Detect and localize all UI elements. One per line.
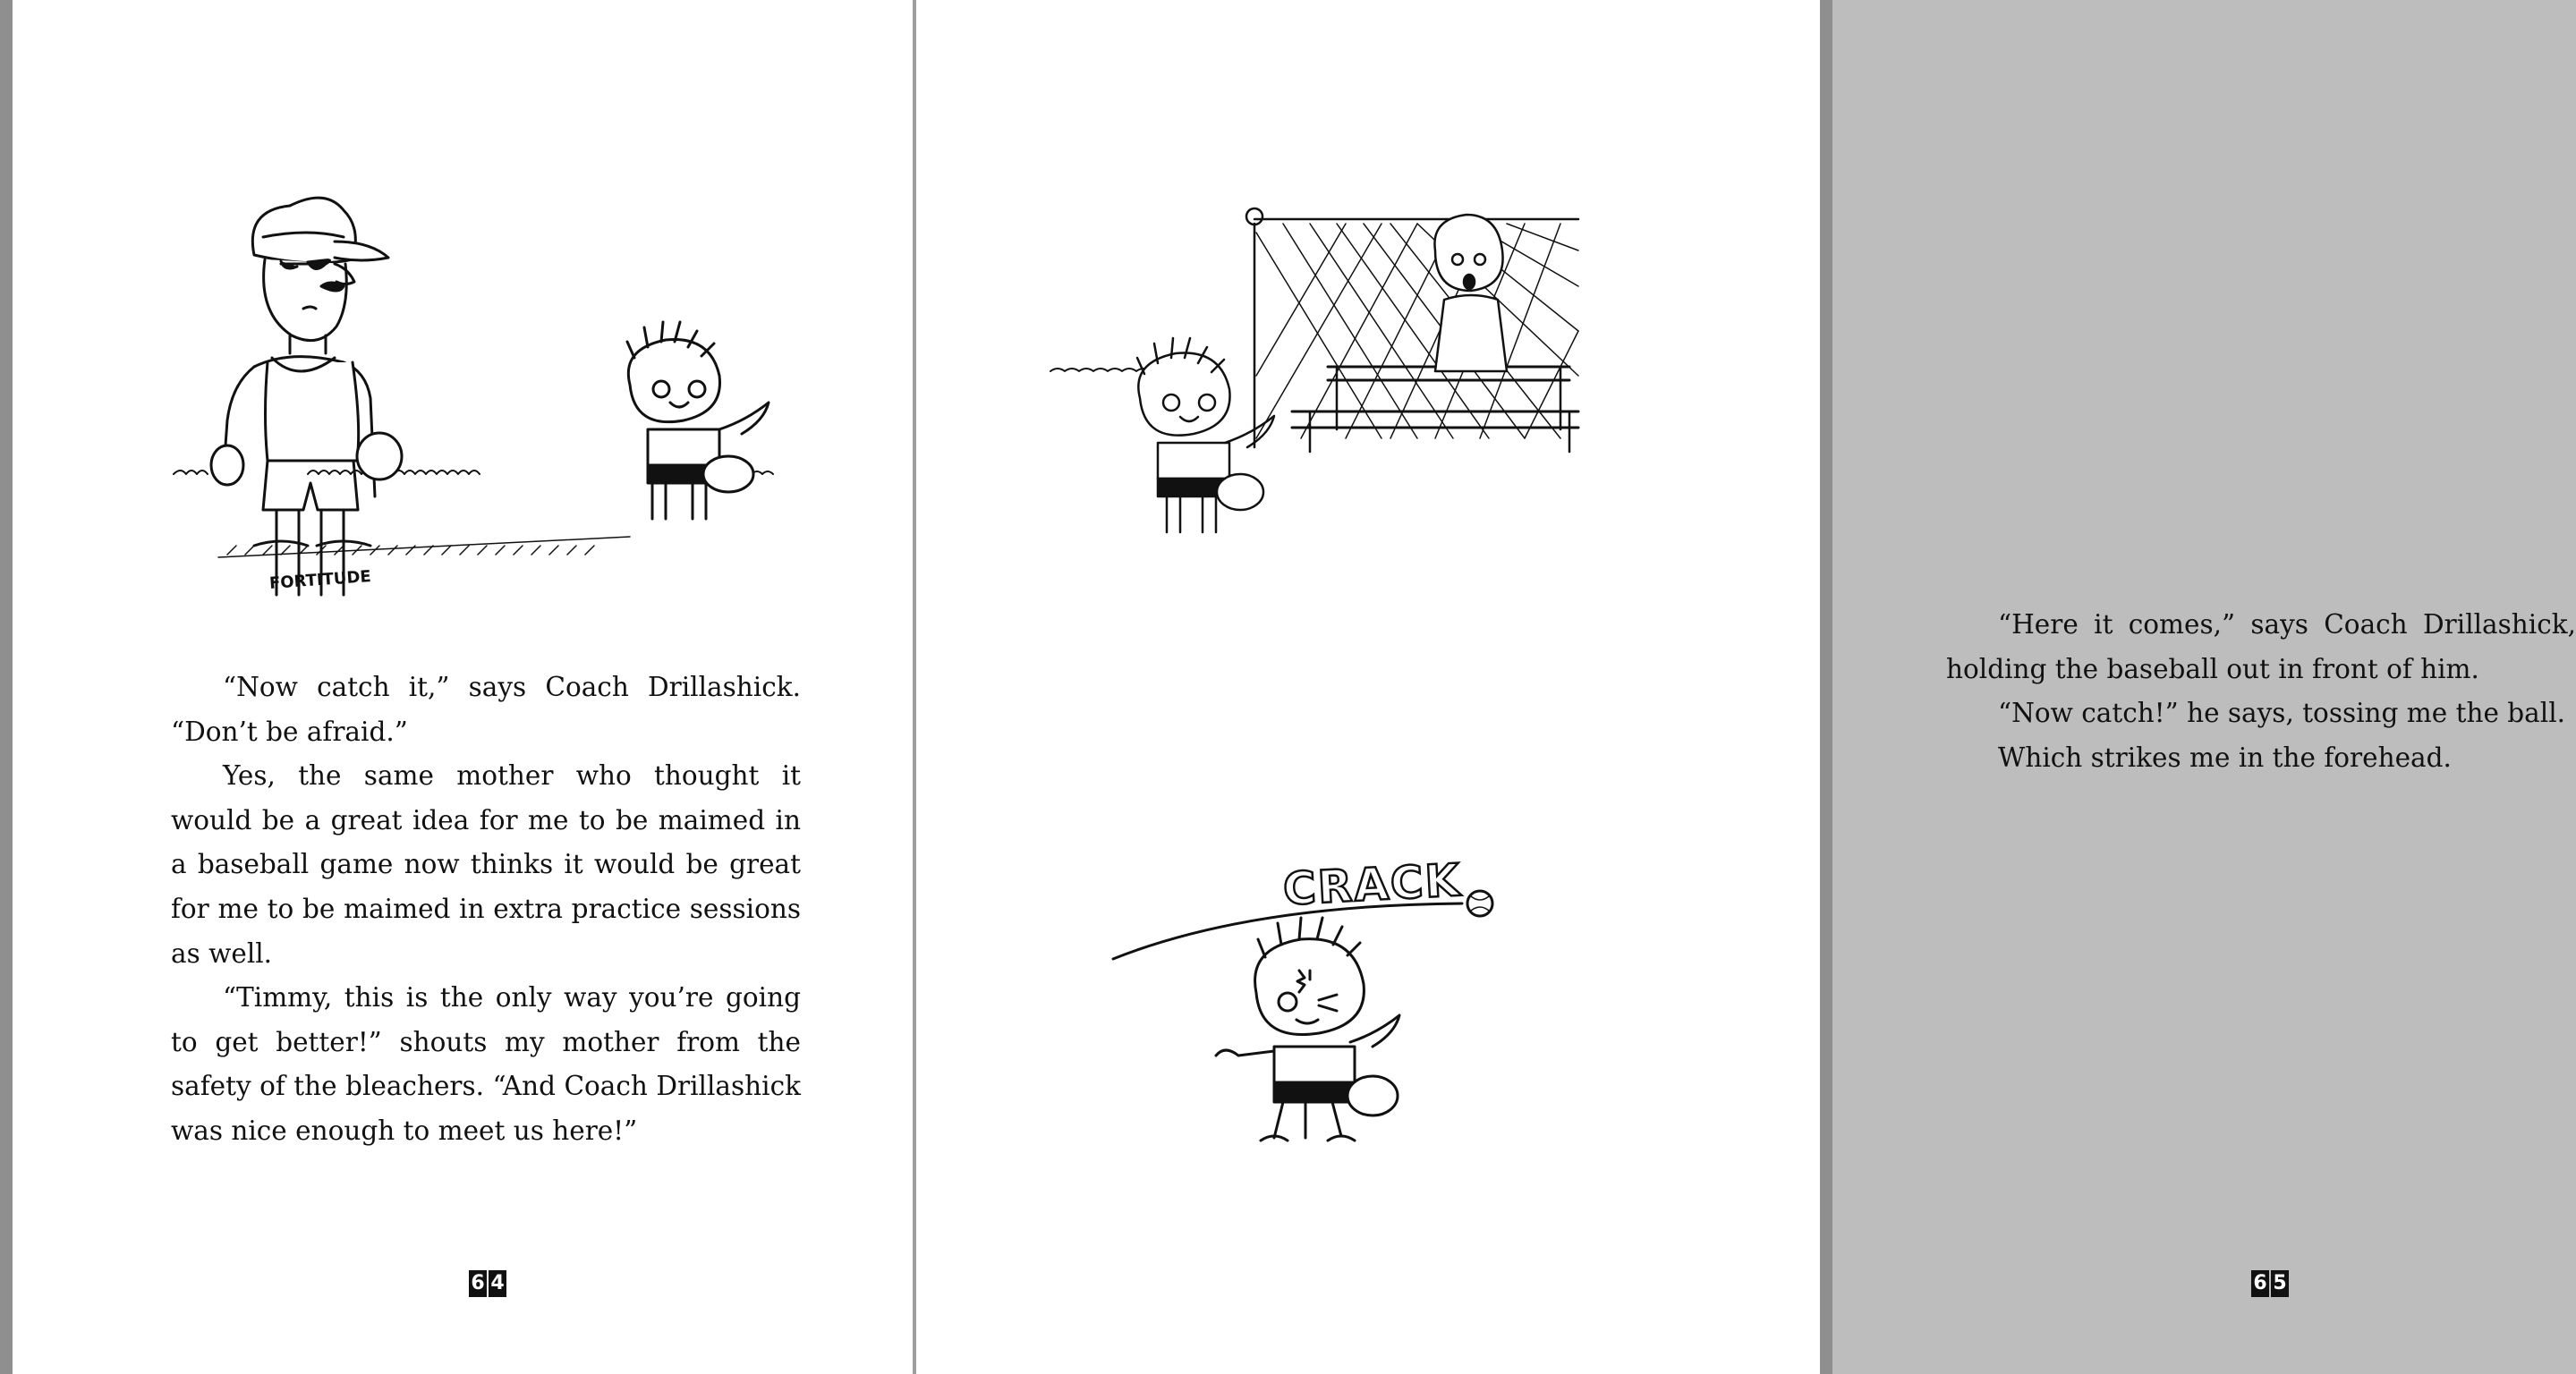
shirt-label: FORTITUDE	[268, 567, 372, 593]
left-page-text	[171, 666, 801, 1154]
paragraph: “Here it comes,” says Coach Drillashick, holding the baseball out in front of him.	[1946, 609, 2576, 684]
left-edge-shadow	[0, 0, 13, 1374]
page-number-digit: 6	[2251, 1270, 2269, 1297]
paragraph: “Timmy, this is the only way you’re going to get better!” shouts my mother from the safety of the bleachers. “And Coach Drillashick was nice enough to meet us here!”	[171, 982, 801, 1146]
right-page	[916, 0, 2576, 1374]
paragraph: “Now catch!” he says, tossing me the ball.	[1998, 698, 2566, 729]
right-page-text	[1946, 603, 2576, 780]
paragraph: “Now catch it,” says Coach Drillashick. “Don’t be afraid.”	[171, 672, 801, 747]
paragraph: Yes, the same mother who thought it would be a great idea for me to be maimed in a baseball game now thinks it would be great for me to be maimed in extra practice sessions as well.	[171, 760, 801, 969]
sound-effect-text: CRACK	[1281, 853, 1463, 916]
page-number-digit: 5	[2271, 1270, 2289, 1297]
illustration-ball-hits-forehead	[1104, 841, 1534, 1154]
illustration-fence-and-bleachers	[1041, 197, 1704, 555]
illustration-coach-and-timmy	[165, 179, 809, 593]
right-edge-shadow	[1820, 0, 1832, 1374]
page-number	[469, 1270, 506, 1297]
left-page	[13, 0, 913, 1374]
page-number-digit: 4	[489, 1270, 506, 1297]
page-number	[2251, 1270, 2289, 1297]
paragraph: Which strikes me in the forehead.	[1998, 742, 2452, 773]
page-number-digit: 6	[469, 1270, 487, 1297]
